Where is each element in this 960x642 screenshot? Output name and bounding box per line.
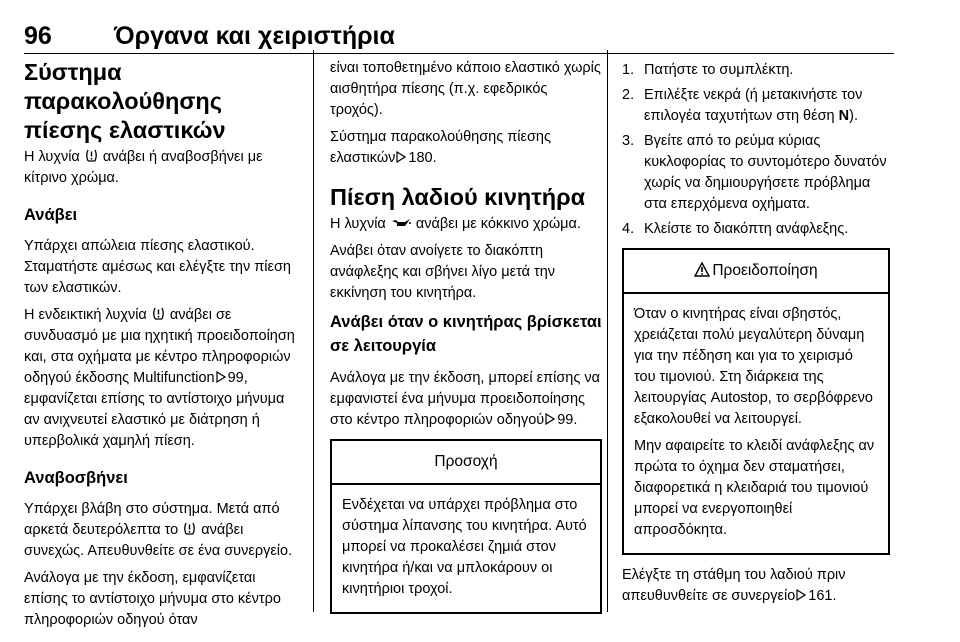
oil-can-icon <box>391 215 411 230</box>
list-item: 2. Επιλέξτε νεκρά (ή μετακινήστε τον επιλογέα ταχυτήτων στη θέση N). <box>622 87 863 124</box>
page-ref-triangle-icon <box>216 371 226 383</box>
section-title: Όργανα και χειριστήρια <box>114 22 395 50</box>
warning-paragraph-1: Όταν ο κινητήρας είναι σβηστός, χρειάζεται πολύ μεγαλύτερη δύναμη για την πέδηση και για το χειρισμό του τιμονιού. Στη διάρκεια της λειτουργίας Autostop, το σερβόφρενο εξακολουθεί να λειτουργεί. <box>634 306 873 427</box>
heading-running: Ανάβει όταν ο κινητήρας βρίσκεται σε λειτουργία <box>330 313 602 355</box>
oil-paragraph-3: Ανάλογα με την έκδοση, μπορεί επίσης να εμφανιστεί ένα μήνυμα προειδοποίησης στο κέντρο πληροφοριών οδηγού 99. <box>330 370 600 428</box>
page-ref-link[interactable]: 161 <box>808 588 833 604</box>
page-ref-triangle-icon <box>545 413 555 425</box>
list-item: 3. Βγείτε από το ρεύμα κύριας κυκλοφορίας το συντομότερο δυνατόν χωρίς να δημιουργήσετε πρόβλημα στα επερχόμενα οχήματα. <box>622 133 887 212</box>
tyre-pressure-icon <box>183 521 196 536</box>
oil-intro: Η λυχνία ανάβει με κόκκινο χρώμα. <box>330 216 581 232</box>
page-ref-triangle-icon <box>396 151 406 163</box>
flash-paragraph-2: Ανάλογα με την έκδοση, εμφανίζεται επίσης το αντίστοιχο μήνυμα στο κέντρο πληροφοριών οδηγού όταν <box>24 570 281 628</box>
caution-body: Ενδέχεται να υπάρχει πρόβλημα στο σύστημα λίπανσης του κινητήρα. Αυτό μπορεί να προκαλέσει ζημιά στον κινητήρα ή/και να μπλοκάρουν οι κινητήριοι τροχοί. <box>342 497 587 597</box>
tyre-pressure-icon <box>85 148 98 163</box>
page-number: 96 <box>24 22 52 50</box>
column-divider <box>313 50 314 612</box>
caution-title: Προσοχή <box>332 441 600 485</box>
warning-header <box>624 250 888 294</box>
continuation-paragraph: είναι τοποθετημένο κάποιο ελαστικό χωρίς αισθητήρα πίεσης (π.χ. εφεδρικός τροχός). <box>330 60 601 118</box>
heading-flash: Αναβοσβήνει <box>24 469 128 487</box>
tpms-intro: Η λυχνία ανάβει ή αναβοσβήνει με κίτρινο χρώμα. <box>24 149 263 186</box>
page-ref-link[interactable]: 99 <box>227 370 244 386</box>
final-paragraph: Ελέγξτε τη στάθμη του λαδιού πριν απευθυνθείτε σε συνεργείο 161. <box>622 567 846 604</box>
header-rule <box>24 53 894 54</box>
warning-title: Προειδοποίηση <box>712 262 818 279</box>
oil-paragraph-2: Ανάβει όταν ανοίγετε το διακόπτη ανάφλεξης και σβήνει λίγο μετά την εκκίνηση του κινητήρα. <box>330 243 556 301</box>
column-3 <box>622 58 890 613</box>
page-ref-link[interactable]: 180 <box>408 150 433 166</box>
on-paragraph-2: Η ενδεικτική λυχνία ανάβει σε συνδυασμό με μια ηχητική προειδοποίηση και, στα οχήματα με κέντρο πληροφοριών οδηγού έκδοσης Multifunction 99, εμφανίζεται επίσης το αντίστοιχο μήνυμα αν ανιχνευτεί ελαστικό με διάτρηση ή υπερβολικά χαμηλή πίεση. <box>24 307 295 449</box>
warning-box <box>622 248 890 555</box>
tpms-title: Σύστημα παρακολούθησης πίεσης ελαστικών <box>24 59 226 143</box>
column-2 <box>330 58 602 624</box>
flash-paragraph-1: Υπάρχει βλάβη στο σύστημα. Μετά από αρκετά δευτερόλεπτα το ανάβει συνεχώς. Απευθυνθείτε σε ένα συνεργείο. <box>24 501 293 559</box>
oil-pressure-title: Πίεση λαδιού κινητήρα <box>330 184 586 210</box>
list-item: 1. Πατήστε το συμπλέκτη. <box>622 62 794 78</box>
warning-paragraph-2: Μην αφαιρείτε το κλειδί ανάφλεξης αν πρώτα το όχημα δεν σταματήσει, διαφορετικά η κλειδαριά του τιμονιού μπορεί να ενεργοποιηθεί απροσδόκητα. <box>634 438 875 538</box>
column-divider <box>607 50 608 612</box>
caution-box <box>330 439 602 614</box>
steps-list <box>622 60 890 240</box>
page-header <box>24 22 936 54</box>
page-ref-link[interactable]: 99 <box>557 412 574 428</box>
tyre-pressure-icon <box>152 306 165 321</box>
tpms-reference: Σύστημα παρακολούθησης πίεσης ελαστικών 180. <box>330 129 551 166</box>
on-paragraph-1: Υπάρχει απώλεια πίεσης ελαστικού. Σταματήστε αμέσως και ελέγξτε την πίεση των ελαστικών. <box>24 238 291 296</box>
page-ref-triangle-icon <box>796 589 806 601</box>
list-item: 4. Κλείστε το διακόπτη ανάφλεξης. <box>622 221 849 237</box>
warning-triangle-icon <box>694 262 710 277</box>
column-1 <box>24 58 296 637</box>
heading-on: Ανάβει <box>24 206 78 224</box>
